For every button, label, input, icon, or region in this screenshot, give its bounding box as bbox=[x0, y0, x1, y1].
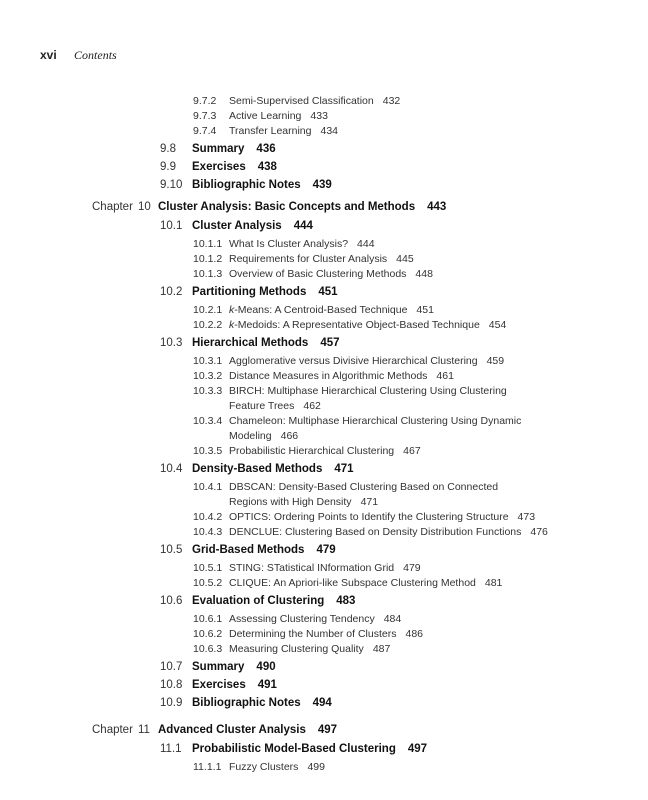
toc-section-row bbox=[0, 743, 648, 761]
subsection-number: 10.3.1 bbox=[193, 355, 223, 367]
toc-chapter-row bbox=[0, 724, 648, 743]
toc-section-row bbox=[0, 161, 648, 179]
page-ref: 473 bbox=[517, 511, 536, 523]
subsection-number: 10.3.4 bbox=[193, 415, 223, 427]
page-ref: 451 bbox=[416, 304, 434, 316]
subsection-entry bbox=[229, 761, 325, 773]
subsection-number: 10.1.2 bbox=[193, 253, 223, 265]
toc-subsection-row bbox=[0, 562, 648, 577]
page-ref: 486 bbox=[405, 628, 424, 640]
subsection-title-italic: k bbox=[229, 304, 235, 316]
toc-section-row bbox=[0, 697, 648, 715]
section-entry bbox=[192, 661, 276, 673]
toc-section-row bbox=[0, 679, 648, 697]
section-entry bbox=[192, 179, 332, 191]
section-title: Hierarchical Methods bbox=[192, 337, 309, 349]
section-entry bbox=[192, 337, 340, 349]
subsection-number: 10.3.2 bbox=[193, 370, 223, 382]
subsection-title: Agglomerative versus Divisive Hierarchical Clustering bbox=[229, 355, 478, 367]
section-title: Density-Based Methods bbox=[192, 463, 323, 475]
subsection-entry bbox=[229, 304, 434, 316]
page-ref: 479 bbox=[403, 562, 421, 574]
running-title: Contents bbox=[74, 48, 117, 62]
page-ref: 466 bbox=[280, 430, 299, 442]
section-entry bbox=[192, 595, 355, 607]
page-ref: 436 bbox=[256, 143, 276, 155]
section-number: 10.4 bbox=[160, 463, 183, 475]
subsection-number: 9.7.4 bbox=[193, 125, 217, 137]
subsection-title: Probabilistic Hierarchical Clustering bbox=[229, 445, 395, 457]
chapter-title: Advanced Cluster Analysis bbox=[158, 724, 306, 736]
page-ref: 461 bbox=[436, 370, 454, 382]
toc-subsection-row bbox=[0, 253, 648, 268]
page-ref: 438 bbox=[257, 161, 277, 173]
section-number: 9.9 bbox=[160, 161, 176, 173]
subsection-number: 10.2.2 bbox=[193, 319, 223, 331]
page-ref: 432 bbox=[382, 95, 401, 107]
page-ref: 491 bbox=[257, 679, 277, 691]
section-entry bbox=[192, 697, 332, 709]
subsection-number: 10.4.2 bbox=[193, 511, 223, 523]
page-ref: 457 bbox=[320, 337, 340, 349]
section-number: 11.1 bbox=[160, 743, 182, 755]
section-title: Evaluation of Clustering bbox=[192, 595, 325, 607]
section-title: Exercises bbox=[192, 679, 246, 691]
section-number: 10.8 bbox=[160, 679, 183, 691]
toc-subsection-row bbox=[0, 415, 648, 430]
section-number: 10.5 bbox=[160, 544, 183, 556]
subsection-number: 9.7.2 bbox=[193, 95, 217, 107]
subsection-title: What Is Cluster Analysis? bbox=[229, 238, 349, 250]
page-ref: 481 bbox=[484, 577, 503, 589]
subsection-title-continued: Modeling bbox=[229, 430, 272, 442]
subsection-title: Chameleon: Multiphase Hierarchical Clustering Using Dynamic bbox=[229, 415, 522, 427]
page-ref: 476 bbox=[530, 526, 548, 538]
subsection-entry bbox=[229, 319, 506, 331]
subsection-number: 10.6.2 bbox=[193, 628, 223, 640]
page-ref: 444 bbox=[293, 220, 313, 232]
section-title: Partitioning Methods bbox=[192, 286, 307, 298]
toc-subsection-row bbox=[0, 238, 648, 253]
toc-section-row bbox=[0, 337, 648, 355]
section-entry bbox=[192, 220, 313, 232]
subsection-entry bbox=[229, 238, 375, 250]
subsection-title: DENCLUE: Clustering Based on Density Distribution Functions bbox=[229, 526, 522, 538]
page-ref: 483 bbox=[336, 595, 356, 607]
page-ref: 451 bbox=[318, 286, 338, 298]
page-ref: 487 bbox=[372, 643, 391, 655]
section-entry bbox=[192, 286, 338, 298]
chapter-number: 10 bbox=[138, 201, 151, 213]
toc-continuation-row bbox=[0, 496, 648, 511]
page-ref: 490 bbox=[256, 661, 276, 673]
page-ref: 459 bbox=[486, 355, 505, 367]
toc-section-row bbox=[0, 286, 648, 304]
subsection-number: 10.4.3 bbox=[193, 526, 223, 538]
chapter-title: Cluster Analysis: Basic Concepts and Methods bbox=[158, 201, 416, 213]
page-ref: 494 bbox=[312, 697, 332, 709]
toc-section-row bbox=[0, 661, 648, 679]
chapter-number: 11 bbox=[138, 724, 150, 736]
page-ref: 497 bbox=[317, 724, 338, 736]
page-ref: 454 bbox=[488, 319, 507, 331]
toc-subsection-row bbox=[0, 526, 648, 541]
section-entry bbox=[192, 161, 277, 173]
toc-continuation-row bbox=[0, 400, 648, 415]
subsection-title: Determining the Number of Clusters bbox=[229, 628, 397, 640]
page-ref: 434 bbox=[320, 125, 339, 137]
section-title: Exercises bbox=[192, 161, 246, 173]
toc-section-row bbox=[0, 143, 648, 161]
toc-section-row bbox=[0, 179, 648, 197]
toc-subsection-row bbox=[0, 445, 648, 460]
page-ref: 433 bbox=[310, 110, 328, 122]
subsection-entry bbox=[229, 370, 454, 382]
subsection-title: -Means: A Centroid-Based Technique bbox=[234, 304, 408, 316]
subsection-entry bbox=[229, 355, 504, 367]
page-ref: 462 bbox=[303, 400, 321, 412]
section-title: Summary bbox=[192, 143, 245, 155]
section-entry bbox=[192, 679, 277, 691]
page-ref: 439 bbox=[312, 179, 332, 191]
section-number: 10.9 bbox=[160, 697, 183, 709]
subsection-title: CLIQUE: An Apriori-like Subspace Clustering Method bbox=[229, 577, 476, 589]
subsection-title: Transfer Learning bbox=[229, 125, 312, 137]
toc-subsection-row bbox=[0, 761, 648, 776]
subsection-number: 10.3.3 bbox=[193, 385, 223, 397]
subsection-entry bbox=[229, 400, 321, 412]
section-title: Grid-Based Methods bbox=[192, 544, 305, 556]
section-entry bbox=[192, 544, 336, 556]
toc-subsection-row bbox=[0, 577, 648, 592]
subsection-number: 10.3.5 bbox=[193, 445, 223, 457]
subsection-title-italic: k bbox=[229, 319, 235, 331]
subsection-number: 10.2.1 bbox=[193, 304, 223, 316]
section-entry bbox=[192, 743, 427, 755]
page-ref: 471 bbox=[360, 496, 379, 508]
subsection-number: 10.4.1 bbox=[193, 481, 223, 493]
subsection-entry bbox=[229, 628, 423, 640]
subsection-title-continued: Feature Trees bbox=[229, 400, 295, 412]
table-of-contents bbox=[0, 95, 648, 776]
page-ref: 471 bbox=[334, 463, 354, 475]
toc-subsection-row bbox=[0, 125, 648, 140]
subsection-title: STING: STatistical INformation Grid bbox=[229, 562, 395, 574]
subsection-entry bbox=[229, 526, 548, 538]
page-ref: 445 bbox=[396, 253, 414, 265]
toc-subsection-row bbox=[0, 110, 648, 125]
subsection-number: 10.5.2 bbox=[193, 577, 223, 589]
page-ref: 467 bbox=[403, 445, 421, 457]
page-ref: 484 bbox=[383, 613, 402, 625]
subsection-entry bbox=[229, 268, 433, 280]
subsection-entry bbox=[229, 445, 421, 457]
section-title: Bibliographic Notes bbox=[192, 179, 301, 191]
subsection-entry bbox=[229, 643, 390, 655]
section-number: 10.3 bbox=[160, 337, 183, 349]
toc-subsection-row bbox=[0, 95, 648, 110]
subsection-number: 10.6.3 bbox=[193, 643, 223, 655]
chapter-label: Chapter bbox=[92, 724, 133, 736]
subsection-title: -Medoids: A Representative Object-Based Technique bbox=[234, 319, 480, 331]
subsection-entry bbox=[229, 577, 502, 589]
toc-section-row bbox=[0, 595, 648, 613]
page-ref: 479 bbox=[316, 544, 336, 556]
toc-subsection-row bbox=[0, 628, 648, 643]
subsection-title: Assessing Clustering Tendency bbox=[229, 613, 375, 625]
toc-subsection-row bbox=[0, 268, 648, 283]
subsection-entry bbox=[229, 253, 414, 265]
section-title: Bibliographic Notes bbox=[192, 697, 301, 709]
page-header bbox=[40, 48, 117, 63]
section-number: 10.2 bbox=[160, 286, 183, 298]
section-entry bbox=[192, 463, 354, 475]
subsection-title: Requirements for Cluster Analysis bbox=[229, 253, 388, 265]
page-ref: 448 bbox=[415, 268, 433, 280]
subsection-entry bbox=[229, 496, 378, 508]
subsection-number: 9.7.3 bbox=[193, 110, 217, 122]
subsection-title-continued: Regions with High Density bbox=[229, 496, 352, 508]
subsection-number: 10.5.1 bbox=[193, 562, 223, 574]
page-number: xvi bbox=[40, 48, 57, 62]
page-ref: 499 bbox=[307, 761, 325, 773]
subsection-entry bbox=[229, 125, 338, 137]
section-entry bbox=[192, 143, 276, 155]
subsection-number: 10.6.1 bbox=[193, 613, 223, 625]
subsection-entry bbox=[229, 511, 535, 523]
subsection-entry bbox=[229, 430, 298, 442]
subsection-title: DBSCAN: Density-Based Clustering Based on Connected bbox=[229, 481, 499, 493]
toc-section-row bbox=[0, 220, 648, 238]
subsection-number: 10.1.1 bbox=[193, 238, 223, 250]
toc-subsection-row bbox=[0, 643, 648, 658]
toc-subsection-row bbox=[0, 385, 648, 400]
chapter-label: Chapter bbox=[92, 201, 133, 213]
subsection-title: Fuzzy Clusters bbox=[229, 761, 299, 773]
toc-subsection-row bbox=[0, 319, 648, 334]
toc-continuation-row bbox=[0, 430, 648, 445]
page-ref: 497 bbox=[407, 743, 428, 755]
section-title: Summary bbox=[192, 661, 245, 673]
page-ref: 444 bbox=[357, 238, 375, 250]
subsection-title: Semi-Supervised Classification bbox=[229, 95, 374, 107]
toc-subsection-row bbox=[0, 370, 648, 385]
toc-subsection-row bbox=[0, 304, 648, 319]
subsection-title: Overview of Basic Clustering Methods bbox=[229, 268, 407, 280]
subsection-title: Active Learning bbox=[229, 110, 302, 122]
subsection-entry bbox=[229, 613, 401, 625]
section-number: 9.8 bbox=[160, 143, 176, 155]
toc-subsection-row bbox=[0, 355, 648, 370]
toc-chapter-row bbox=[0, 201, 648, 220]
toc-section-row bbox=[0, 544, 648, 562]
chapter-entry bbox=[158, 201, 446, 213]
toc-subsection-row bbox=[0, 481, 648, 496]
toc-subsection-row bbox=[0, 613, 648, 628]
section-number: 10.7 bbox=[160, 661, 183, 673]
subsection-title: Distance Measures in Algorithmic Methods bbox=[229, 370, 428, 382]
page-ref: 443 bbox=[427, 201, 447, 213]
toc-subsection-row bbox=[0, 511, 648, 526]
section-number: 10.1 bbox=[160, 220, 183, 232]
subsection-number: 11.1.1 bbox=[193, 761, 222, 773]
subsection-title: Measuring Clustering Quality bbox=[229, 643, 364, 655]
subsection-title: BIRCH: Multiphase Hierarchical Clustering Using Clustering bbox=[229, 385, 507, 397]
subsection-entry bbox=[229, 562, 421, 574]
chapter-entry bbox=[158, 724, 337, 736]
subsection-number: 10.1.3 bbox=[193, 268, 223, 280]
section-number: 10.6 bbox=[160, 595, 183, 607]
section-number: 9.10 bbox=[160, 179, 183, 191]
subsection-entry bbox=[229, 95, 400, 107]
section-title: Probabilistic Model-Based Clustering bbox=[192, 743, 396, 755]
toc-section-row bbox=[0, 463, 648, 481]
subsection-title: OPTICS: Ordering Points to Identify the Clustering Structure bbox=[229, 511, 509, 523]
section-title: Cluster Analysis bbox=[192, 220, 282, 232]
subsection-entry bbox=[229, 110, 328, 122]
